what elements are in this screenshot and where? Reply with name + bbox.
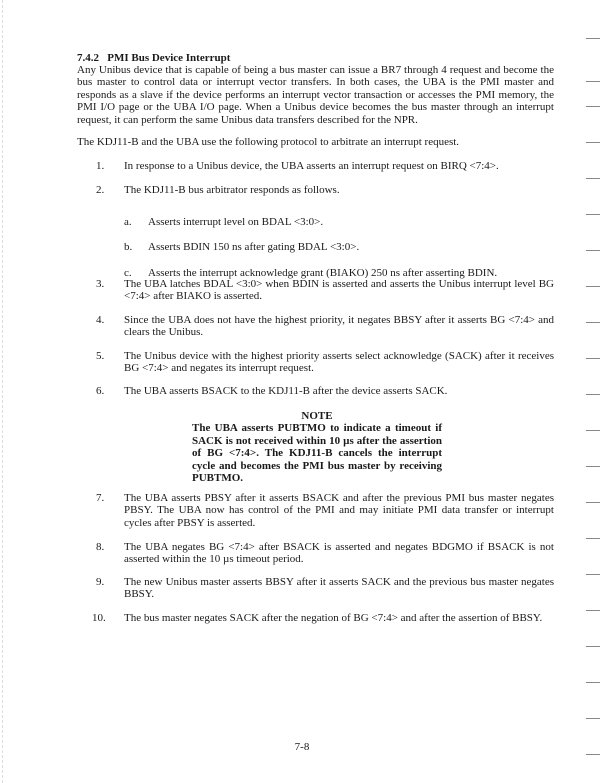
- step-text: The UBA asserts PBSY after it asserts BSACK and after the previous PMI bus master negates PBSY. The UBA now has control of the PMI and may initiate PMI data transfer or interrupt cycles after PBSY is asserted.: [124, 492, 554, 529]
- step-text: The new Unibus master asserts BBSY after it asserts SACK and the previous bus master negates BBSY.: [124, 576, 554, 601]
- step-number: 4.: [96, 314, 105, 326]
- substep-text: Asserts interrupt level on BDAL <3:0>.: [148, 216, 324, 228]
- step-5: [96, 350, 554, 375]
- margin-mark: [586, 574, 600, 575]
- margin-mark: [586, 286, 600, 287]
- margin-mark: [586, 322, 600, 323]
- step-number: 9.: [96, 576, 105, 588]
- intro-paragraph: Any Unibus device that is capable of being a bus master can issue a BR7 through 4 request and become the bus master to control data or interrupt vector transfers. In both cases, the UBA is the PMI master and responds as a slave if the device performs an interrupt vector transaction or accesses the PMI memory, the PMI I/O page or the UBA I/O page. When a Unibus device becomes the bus master through an interrupt request, it can perform the same Unibus data transfers described for the NPR.: [77, 64, 554, 126]
- margin-mark: [586, 646, 600, 647]
- margin-mark: [586, 718, 600, 719]
- substep-b: [124, 241, 554, 253]
- margin-mark: [586, 178, 600, 179]
- margin-mark: [586, 754, 600, 755]
- step-text: The UBA asserts BSACK to the KDJ11-B after the device asserts SACK.: [124, 385, 448, 397]
- step-number: 5.: [96, 350, 105, 362]
- margin-mark: [586, 610, 600, 611]
- substep-letter: b.: [124, 241, 133, 253]
- step-4: [96, 314, 554, 339]
- margin-mark: [586, 358, 600, 359]
- lead-paragraph: The KDJ11-B and the UBA use the following protocol to arbitrate an interrupt request.: [77, 136, 460, 148]
- note-box: [192, 410, 442, 484]
- step-6: [96, 385, 554, 397]
- section-number: 7.4.2: [77, 52, 99, 64]
- step-9: [96, 576, 554, 601]
- margin-mark: [586, 682, 600, 683]
- substep-text: Asserts the interrupt acknowledge grant (BIAKO) 250 ns after asserting BDIN.: [148, 267, 498, 279]
- step-number: 3.: [96, 278, 105, 290]
- step-text: In response to a Unibus device, the UBA asserts an interrupt request on BIRQ <7:4>.: [124, 160, 499, 172]
- margin-mark: [586, 466, 600, 467]
- margin-mark: [586, 81, 600, 82]
- step-7: [96, 492, 554, 529]
- step-text: The UBA negates BG <7:4> after BSACK is asserted and negates BDGMO if BSACK is not asserted within the 10 µs timeout period.: [124, 541, 554, 566]
- step-number: 10.: [92, 612, 106, 624]
- page-number: 7-8: [294, 741, 310, 753]
- margin-mark: [586, 38, 600, 39]
- step-text: The KDJ11-B bus arbitrator responds as follows.: [124, 184, 340, 196]
- step-10: [92, 612, 556, 624]
- margin-mark: [586, 502, 600, 503]
- step-number: 7.: [96, 492, 105, 504]
- step-text: The bus master negates SACK after the negation of BG <7:4> and after the assertion of BBSY.: [124, 612, 543, 624]
- margin-mark: [586, 250, 600, 251]
- section-title: PMI Bus Device Interrupt: [107, 52, 231, 64]
- step-number: 8.: [96, 541, 105, 553]
- margin-mark: [586, 106, 600, 107]
- step-number: 2.: [96, 184, 105, 196]
- step-1: [96, 160, 554, 172]
- margin-mark: [586, 214, 600, 215]
- page-edge: [2, 0, 4, 783]
- margin-mark: [586, 142, 600, 143]
- step-text: Since the UBA does not have the highest priority, it negates BBSY after it asserts BG <7:4> and clears the Unibus.: [124, 314, 554, 339]
- substep-letter: c.: [124, 267, 132, 279]
- substep-text: Asserts BDIN 150 ns after gating BDAL <3:0>.: [148, 241, 360, 253]
- note-text: The UBA asserts PUBTMO to indicate a timeout if SACK is not received within 10 µs after the assertion of BG <7:4>. The KDJ11-B cancels the interrupt cycle and becomes the PMI bus master by receiving PUBTMO.: [192, 422, 442, 485]
- step-3: [96, 278, 554, 303]
- substep-a: [124, 216, 554, 228]
- substep-letter: a.: [124, 216, 132, 228]
- margin-mark: [586, 394, 600, 395]
- section-heading: [77, 52, 554, 64]
- step-number: 6.: [96, 385, 105, 397]
- step-number: 1.: [96, 160, 105, 172]
- note-title: NOTE: [301, 410, 333, 422]
- margin-mark: [586, 538, 600, 539]
- step-text: The UBA latches BDAL <3:0> when BDIN is asserted and asserts the Unibus interrupt level BG <7:4> after BIAKO is asserted.: [124, 278, 554, 303]
- step-2: [96, 184, 554, 196]
- step-text: The Unibus device with the highest priority asserts select acknowledge (SACK) after it receives BG <7:4> and negates its interrupt request.: [124, 350, 554, 375]
- step-8: [96, 541, 554, 566]
- margin-mark: [586, 430, 600, 431]
